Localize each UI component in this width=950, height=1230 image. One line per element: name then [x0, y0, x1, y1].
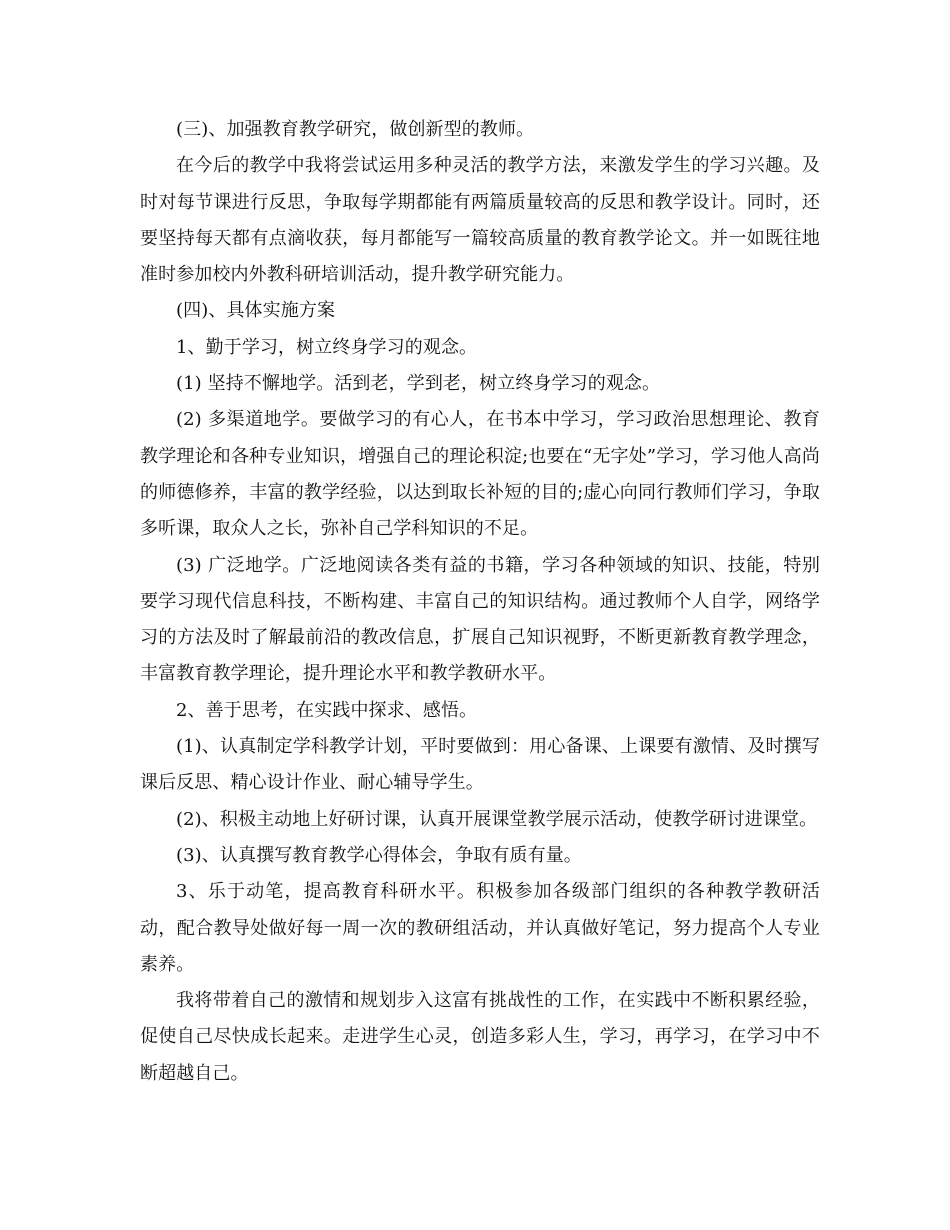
item-1-heading: 1、勤于学习，树立终身学习的观念。: [176, 336, 478, 358]
item-3: 3、乐于动笔，提高教育科研水平。积极参加各级部门组织的各种教学教研活动，配合教导处做好每一周一次的教研组活动，并认真做好笔记，努力提高个人专业素养。: [140, 881, 820, 975]
section-heading-3: (三)、加强教育教学研究，做创新型的教师。: [176, 119, 535, 140]
item-2-1: (1)、认真制定学科教学计划，平时要做到：用心备课、上课要有激情、及时撰写课后反思、精心设计作业、耐心辅导学生。: [140, 736, 820, 794]
item-2-3: (3)、认真撰写教育教学心得体会，争取有质有量。: [176, 844, 582, 866]
item-2-heading: 2、善于思考，在实践中探求、感悟。: [176, 699, 478, 721]
closing-paragraph: 我将带着自己的激情和规划步入这富有挑战性的工作，在实践中不断积累经验，促使自己尽快成长起来。走进学生心灵，创造多彩人生，学习，再学习，在学习中不断超越自己。: [140, 990, 820, 1084]
item-1-3: (3) 广泛地学。广泛地阅读各类有益的书籍，学习各种领域的知识、技能，特别要学习现代信息科技，不断构建、丰富自己的知识结构。通过教师个人自学，网络学习的方法及时了解最前沿的教改信息，扩展自己知识视野，不断更新教育教学理念，丰富教育教学理论，提升理论水平和教学教研水平。: [140, 554, 820, 685]
item-1-1: (1) 坚持不懈地学。活到老，学到老，树立终身学习的观念。: [176, 373, 661, 395]
item-1-2: (2) 多渠道地学。要做学习的有心人，在书本中学习，学习政治思想理论、教育教学理论和各种专业知识，增强自己的理论积淀;也要在“无字处”学习，学习他人高尚的师德修养，丰富的教学经验，以达到取长补短的目的;虚心向同行教师们学习，争取多听课，取众人之长，弥补自己学科知识的不足。: [140, 409, 820, 540]
section-heading-4: (四)、具体实施方案: [176, 300, 336, 322]
paragraph-research-plan: 在今后的教学中我将尝试运用多种灵活的教学方法，来激发学生的学习兴趣。及时对每节课进行反思，争取每学期都能有两篇质量较高的反思和教学设计。同时，还要坚持每天都有点滴收获，每月都能写一篇较高质量的教育教学论文。并一如既往地准时参加校内外教科研培训活动，提升教学研究能力。: [140, 155, 820, 286]
document-body: [140, 112, 820, 1092]
item-2-2: (2)、积极主动地上好研讨课，认真开展课堂教学展示活动，使教学研讨进课堂。: [176, 808, 818, 830]
